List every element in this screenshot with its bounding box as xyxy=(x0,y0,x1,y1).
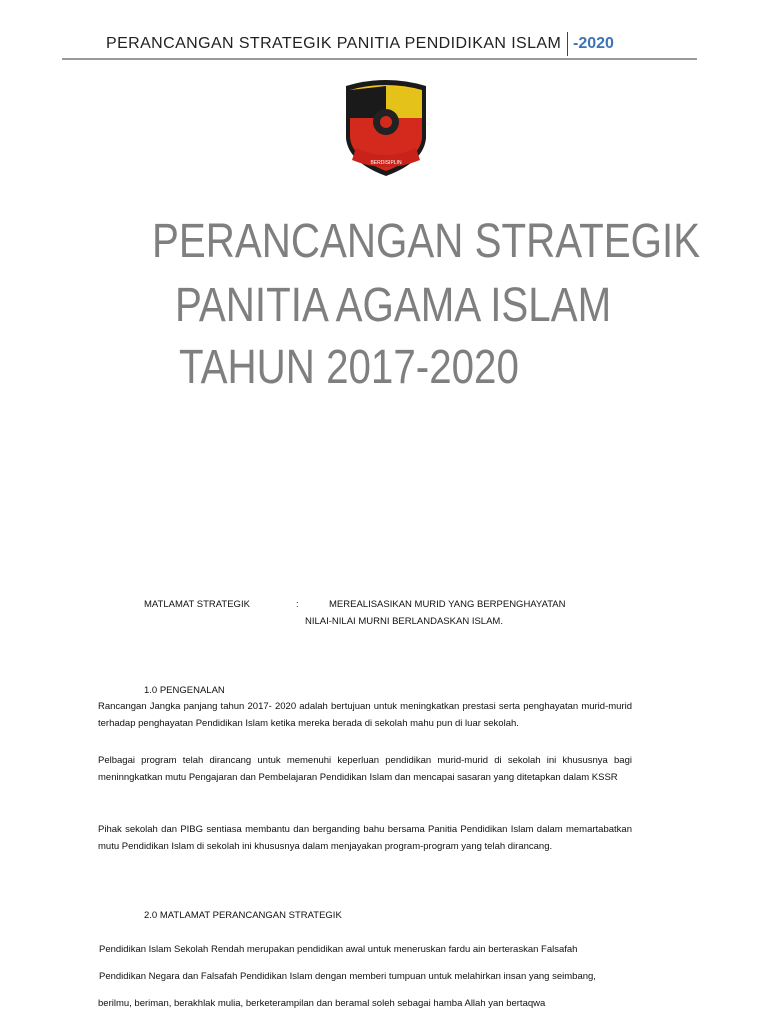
school-crest-icon xyxy=(336,78,436,178)
section-1-paragraph-1: Rancangan Jangka panjang tahun 2017- 2020 adalah bertujuan untuk meningkatkan prestasi serta penghayatan murid-murid terhadap penghayatan Pendidikan Islam ketika mereka berada di sekolah mahu pun di luar sekolah. xyxy=(98,701,632,729)
matlamat-colon: : xyxy=(296,599,299,610)
section-2-line-1: Pendidikan Islam Sekolah Rendah merupakan pendidikan awal untuk meneruskan fardu ain berteraskan Falsafah xyxy=(99,944,578,955)
header-year: -2020 xyxy=(573,35,614,52)
header-title: PERANCANGAN STRATEGIK PANITIA PENDIDIKAN ISLAM xyxy=(106,35,562,52)
matlamat-line-1: MEREALISASIKAN MURID YANG BERPENGHAYATAN xyxy=(329,599,566,610)
document-title-line-1: PERANCANGAN STRATEGIK xyxy=(152,215,701,268)
section-1-paragraph-3: Pihak sekolah dan PIBG sentiasa membantu dan berganding bahu bersama Panitia Pendidikan Islam dalam memartabatkan mutu Pendidikan Islam di sekolah ini khususnya dalam menjayakan program-program yang telah dirancang. xyxy=(98,824,632,852)
header-separator xyxy=(567,32,568,56)
section-1-paragraph-2: Pelbagai program telah dirancang untuk memenuhi keperluan pendidikan murid-murid di sekolah ini khususnya bagi meninngkatkan mutu Pengajaran dan Pembelajaran Pendidikan Islam dan mencapai sasaran yang ditetapkan dalam KSSR xyxy=(98,755,632,783)
crest-motto: BERDISIPLIN xyxy=(370,160,402,166)
matlamat-line-2: NILAI-NILAI MURNI BERLANDASKAN ISLAM. xyxy=(305,616,503,627)
document-title-line-2: PANITIA AGAMA ISLAM xyxy=(175,279,612,332)
section-2-heading: 2.0 MATLAMAT PERANCANGAN STRATEGIK xyxy=(144,910,342,921)
document-title-line-3: TAHUN 2017-2020 xyxy=(179,341,519,394)
section-2-line-2: Pendidikan Negara dan Falsafah Pendidikan Islam dengan memberi tumpuan untuk melahirkan insan yang seimbang, xyxy=(99,971,596,982)
section-1-heading: 1.0 PENGENALAN xyxy=(144,685,225,696)
section-2-line-3: berilmu, beriman, berakhlak mulia, berketerampilan dan beramal soleh sebagai hamba Allah yan bertaqwa xyxy=(98,998,546,1009)
page-header xyxy=(62,32,697,60)
matlamat-label: MATLAMAT STRATEGIK xyxy=(144,599,250,610)
